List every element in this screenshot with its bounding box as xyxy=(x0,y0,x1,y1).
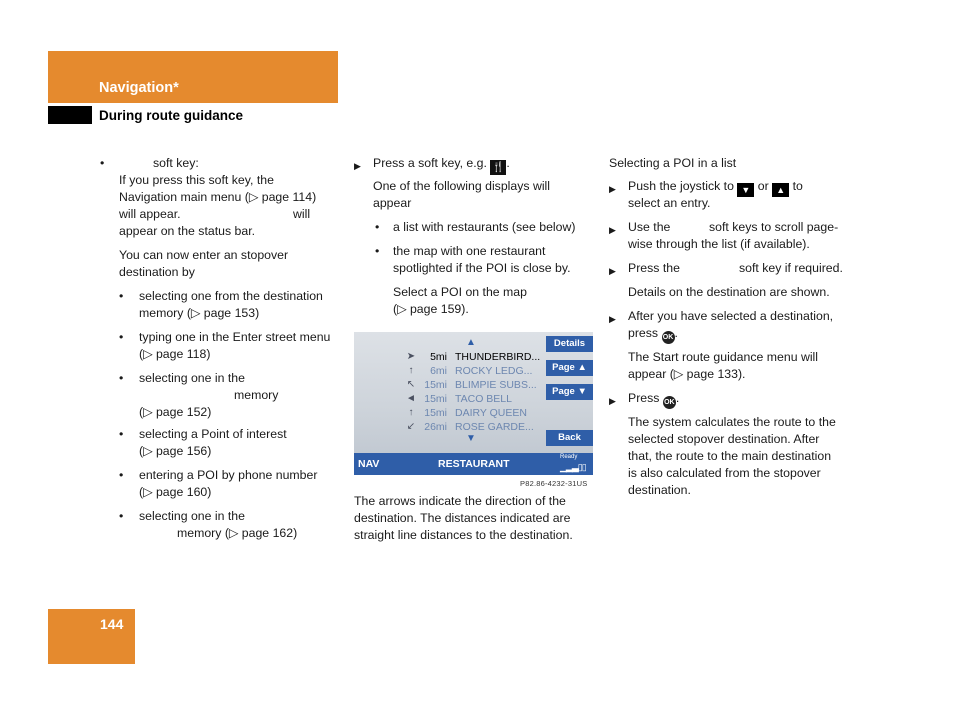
text-line: press xyxy=(628,326,659,340)
details-softkey[interactable]: Details xyxy=(546,336,593,352)
text-line: to xyxy=(792,179,803,193)
text-line: soft keys to scroll page- xyxy=(709,220,839,234)
ok-button-icon: OK xyxy=(663,396,676,409)
list-item: typing one in the Enter street menu xyxy=(139,330,331,344)
list-item[interactable] xyxy=(354,379,544,393)
text-line: appear on the status bar. xyxy=(119,224,256,238)
distance: 15mi xyxy=(424,393,447,405)
poi-name: DAIRY QUEEN xyxy=(455,407,527,419)
subsection-title: During route guidance xyxy=(99,108,244,123)
scroll-up-icon: ▲ xyxy=(466,337,476,348)
list-item: a list with restaurants (see below) xyxy=(393,220,576,234)
distance: 26mi xyxy=(424,421,447,433)
step-line xyxy=(373,155,510,175)
list-item: spotlighted if the POI is close by. xyxy=(393,261,571,275)
list-item[interactable] xyxy=(354,351,544,365)
text-line: straight line distances to the destination. xyxy=(354,528,573,542)
text-line: Push the joystick to xyxy=(628,179,734,193)
bullet-dot: • xyxy=(375,220,380,234)
text-line: that, the route to the main destination xyxy=(628,449,832,463)
ok-button-icon: OK xyxy=(662,331,675,344)
text-line: . xyxy=(506,156,510,170)
step-line: press OK. xyxy=(628,325,678,344)
text-line: soft key: xyxy=(153,156,199,170)
header-bar xyxy=(48,51,338,103)
text-line: will appear. xyxy=(119,207,181,221)
status-category-label: RESTAURANT xyxy=(438,458,510,470)
list-item[interactable] xyxy=(354,407,544,421)
status-nav-label: NAV xyxy=(358,458,380,470)
list-item: selecting one in the xyxy=(139,371,245,385)
text-line: Press the xyxy=(628,261,680,275)
list-item: (▷ page 152) xyxy=(139,405,212,419)
text-line: destination. The distances indicated are xyxy=(354,511,571,525)
text-line: If you press this soft key, the xyxy=(119,173,274,187)
distance: 5mi xyxy=(430,351,447,363)
text-line: (▷ page 159). xyxy=(393,302,469,316)
back-softkey[interactable]: Back xyxy=(546,430,593,446)
bullet-dot: • xyxy=(119,289,124,303)
column-2-footnote xyxy=(354,493,594,544)
text-line: Use the xyxy=(628,220,671,234)
step-line: Press OK. xyxy=(628,390,679,409)
list-item[interactable] xyxy=(354,365,544,379)
text-line: appear xyxy=(373,196,412,210)
text-line: or xyxy=(757,179,769,193)
bullet-dot: • xyxy=(100,156,105,170)
text-line: select an entry. xyxy=(628,196,711,210)
direction-arrow-icon: ↑ xyxy=(408,365,414,376)
step-arrow-icon: ▶ xyxy=(354,161,361,171)
text-line: selected stopover destination. After xyxy=(628,432,820,446)
text-line: One of the following displays will xyxy=(373,179,551,193)
text-line: destination by xyxy=(119,265,195,279)
poi-name: ROCKY LEDG... xyxy=(455,365,533,377)
list-item: selecting a Point of interest xyxy=(139,427,287,441)
text-line: The system calculates the route to the xyxy=(628,415,836,429)
scroll-down-icon: ▼ xyxy=(466,433,476,444)
page-up-softkey[interactable]: Page ▲ xyxy=(546,360,593,376)
text-line: After you have selected a destination, xyxy=(628,309,834,323)
joystick-up-icon: ▲ xyxy=(772,183,789,197)
text-line: wise through the list (if available). xyxy=(628,237,810,251)
distance: 15mi xyxy=(424,379,447,391)
distance: 15mi xyxy=(424,407,447,419)
list-item[interactable] xyxy=(354,421,544,435)
text-line: will xyxy=(293,207,311,221)
poi-name: BLIMPIE SUBS... xyxy=(455,379,537,391)
step-arrow-icon: ▶ xyxy=(609,225,616,235)
signal-strength-icon: ▁▂▃▯▯ xyxy=(560,462,586,472)
section-heading: Selecting a POI in a list xyxy=(609,156,737,170)
status-bar xyxy=(354,453,593,475)
subsection-marker xyxy=(48,106,92,124)
text-line: Navigation main menu (▷ page 114) xyxy=(119,190,317,204)
text-line: The arrows indicate the direction of the xyxy=(354,494,566,508)
bullet-dot: • xyxy=(119,468,124,482)
text-line: You can now enter an stopover xyxy=(119,248,289,262)
bullet-dot: • xyxy=(119,330,124,344)
list-item: (▷ page 156) xyxy=(139,444,212,458)
direction-arrow-icon: ↖ xyxy=(406,379,416,390)
poi-name: THUNDERBIRD... xyxy=(455,351,541,363)
text-line: destination. xyxy=(628,483,691,497)
text-line: The Start route guidance menu will xyxy=(628,350,819,364)
list-item: the map with one restaurant xyxy=(393,244,546,258)
page-down-softkey[interactable]: Page ▼ xyxy=(546,384,593,400)
step-arrow-icon: ▶ xyxy=(609,314,616,324)
joystick-down-icon: ▼ xyxy=(737,183,754,197)
status-ready-label: Ready xyxy=(560,454,578,460)
poi-name: ROSE GARDE... xyxy=(455,421,534,433)
text-line: Press xyxy=(628,391,660,405)
step-arrow-icon: ▶ xyxy=(609,184,616,194)
list-item: memory (▷ page 153) xyxy=(139,306,260,320)
list-item: (▷ page 118) xyxy=(139,347,211,361)
restaurant-poi-icon: 🍴 xyxy=(492,162,505,173)
text-line: is also calculated from the stopover xyxy=(628,466,821,480)
step-arrow-icon: ▶ xyxy=(609,266,616,276)
page-number: 144 xyxy=(100,616,124,632)
bullet-dot: • xyxy=(119,509,124,523)
navigation-screen xyxy=(354,332,593,475)
list-item: selecting one from the destination xyxy=(139,289,323,303)
bullet-dot: • xyxy=(375,244,380,258)
text-line: Press a soft key, e.g. xyxy=(373,156,487,170)
text-line: Details on the destination are shown. xyxy=(628,285,830,299)
bullet-dot: • xyxy=(119,371,124,385)
direction-arrow-icon: ➤ xyxy=(406,351,416,362)
list-item: entering a POI by phone number xyxy=(139,468,318,482)
step-arrow-icon: ▶ xyxy=(609,396,616,406)
direction-arrow-icon: ◄ xyxy=(406,393,416,404)
text-line: soft key if required. xyxy=(739,261,843,275)
list-item[interactable] xyxy=(354,393,544,407)
list-item: memory xyxy=(234,388,279,402)
list-item: (▷ page 160) xyxy=(139,485,212,499)
direction-arrow-icon: ↙ xyxy=(406,421,416,432)
text-line: Select a POI on the map xyxy=(393,285,527,299)
list-item: selecting one in the xyxy=(139,509,245,523)
image-caption: P82.86-4232-31US xyxy=(520,479,588,488)
distance: 6mi xyxy=(430,365,447,377)
section-title: Navigation* xyxy=(99,80,179,96)
bullet-dot: • xyxy=(119,427,124,441)
direction-arrow-icon: ↑ xyxy=(408,407,414,418)
list-item: memory (▷ page 162) xyxy=(177,526,298,540)
text-line: appear (▷ page 133). xyxy=(628,367,746,381)
poi-name: TACO BELL xyxy=(455,393,512,405)
